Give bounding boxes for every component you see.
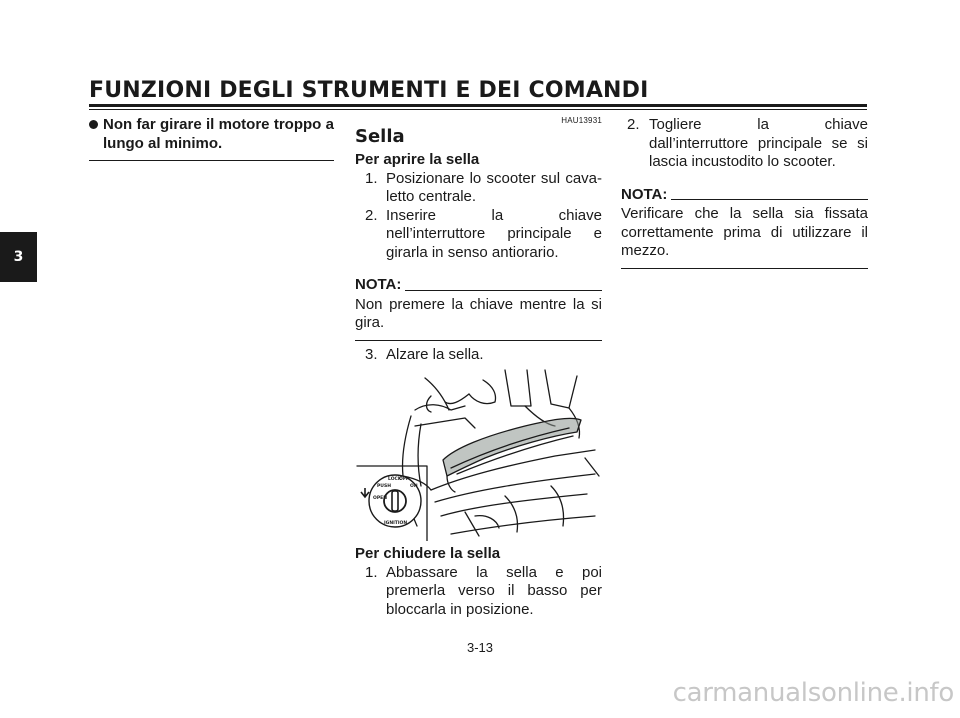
note-text: Non premere la chiave mentre la si gira.	[355, 295, 602, 331]
note-rule	[405, 290, 602, 291]
rotation-arrow-icon	[361, 488, 369, 497]
close-step-1	[355, 564, 602, 620]
step-text: Posizionare lo scooter sul cava-letto centrale.	[386, 169, 602, 205]
ignition-switch	[361, 475, 421, 527]
key-icon	[392, 491, 398, 511]
note-end-rule	[621, 268, 868, 269]
step-text: Abbassare la sella e poi premerla verso il basso per bloccarla in posizione.	[386, 563, 602, 618]
chapter-tab[interactable]	[0, 232, 37, 282]
step-text: Togliere la chiave dall’interruttore principale se si lascia incustodito lo scooter.	[649, 116, 868, 170]
note-end-rule	[355, 340, 602, 341]
step-number: 1.	[365, 169, 378, 187]
scooter-seat-drawing	[355, 366, 602, 541]
open-step-1	[355, 170, 602, 207]
open-seat-heading: Per aprire la sella	[355, 151, 480, 168]
section-header-title: FUNZIONI DEGLI STRUMENTI E DEI COMANDI	[89, 78, 649, 103]
header-rule-thin	[89, 109, 867, 110]
bullet-icon	[89, 120, 98, 129]
seat-illustration	[355, 366, 602, 541]
column-middle	[355, 116, 602, 619]
note-label: NOTA:	[355, 276, 402, 293]
step-number: 3.	[365, 345, 378, 363]
key-label-push: PUSH	[377, 484, 391, 489]
key-label-lock: LOCK	[388, 477, 402, 482]
bullet-rule	[89, 160, 334, 161]
note-text: Verificare che la sella sia fissata correttamente prima di utilizzare il mezzo.	[621, 205, 868, 259]
key-label-on: ON	[410, 484, 418, 489]
close-seat-heading: Per chiudere la sella	[355, 545, 501, 562]
note-heading	[355, 276, 602, 295]
warning-bullet	[89, 116, 334, 153]
bullet-text: Non far girare il motore troppo a lungo al minimo.	[103, 116, 334, 152]
chapter-number: 3	[13, 249, 24, 265]
header-rule	[89, 104, 867, 107]
step-number: 1.	[365, 563, 378, 581]
seat-shape	[443, 418, 581, 476]
page-number: 3-13	[466, 640, 494, 655]
column-left	[89, 116, 334, 161]
open-step-3	[355, 346, 602, 365]
watermark: carmanualsonline.info	[672, 678, 954, 708]
step-text: Inserire la chiave nell’interruttore principale e girarla in senso antiorario.	[386, 206, 602, 261]
section-title: Sella	[355, 126, 405, 147]
step-number: 2.	[365, 206, 378, 224]
key-label-ignition: IGNITION	[384, 521, 408, 526]
note-rule	[671, 199, 868, 200]
section-code: HAU13931	[561, 116, 602, 125]
key-label-off: OFF	[399, 477, 409, 482]
column-right	[621, 116, 868, 269]
key-label-open: OPEN	[373, 496, 387, 501]
open-step-2	[355, 207, 602, 263]
step-text: Alzare la sella.	[386, 345, 484, 363]
note-label: NOTA:	[621, 185, 668, 203]
close-step-2	[621, 116, 868, 172]
note-heading	[621, 186, 868, 205]
step-number: 2.	[627, 116, 640, 133]
